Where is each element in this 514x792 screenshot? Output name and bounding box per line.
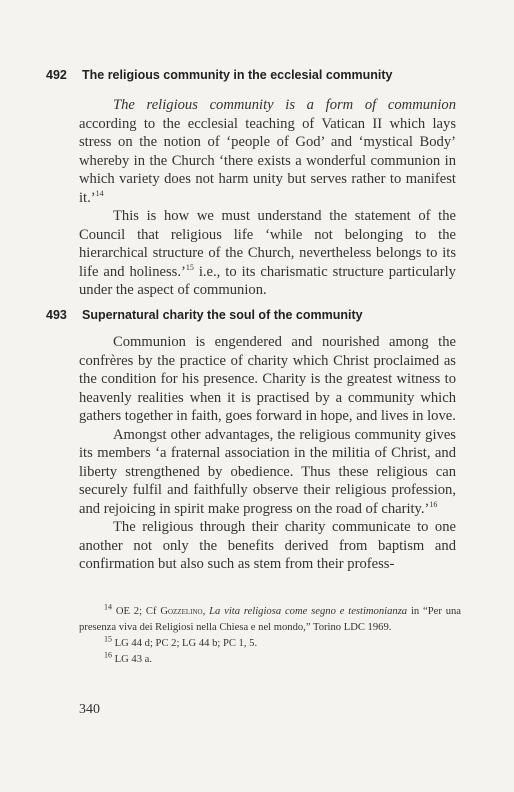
footnote: [79, 604, 461, 636]
footnote-ref: 14: [95, 188, 104, 198]
paragraph: [79, 96, 456, 207]
section-title: Supernatural charity the soul of the community: [82, 308, 363, 322]
footnote-text: OE 2; Cf: [115, 606, 161, 617]
paragraph-text: i.e., to its charismatic structure particularly under the aspect of communion.: [79, 263, 456, 298]
section-number: 492: [46, 68, 67, 82]
footnote: [79, 652, 461, 668]
footnotes: [79, 604, 461, 668]
section-heading-493: [46, 308, 363, 322]
section-title: The religious community in the ecclesial community: [82, 68, 393, 82]
footnote-mark: 16: [104, 650, 112, 660]
paragraph: The religious through their charity communicate to one another not only the benefits derived from baptism and confirmation but also such as stem from their profess-: [79, 519, 456, 572]
footnote-ref: 16: [429, 499, 438, 509]
section-body-493: [79, 333, 456, 574]
footnote-mark: 15: [104, 634, 112, 644]
paragraph-text: according to the ecclesial teaching of Vatican II which lays stress on the notion of ‘people of God’ and ‘mystical Body’ whereby in the Church ‘there exists a wonderful communion in which variety does not harm unity but serves rather to manifest it.’: [79, 115, 456, 206]
footnote: [79, 636, 461, 652]
footnote-mark: 14: [104, 602, 112, 612]
footnote-title: La vita religiosa come segno e testimonianza: [209, 606, 408, 617]
footnote-author: Gozzelino: [160, 606, 203, 617]
footnote-ref: 15: [185, 262, 194, 272]
italic-phrase: The religious community is a form of communion: [113, 97, 456, 113]
section-number: 493: [46, 308, 67, 322]
paragraph-text: This is how we must understand the statement of the Council that religious life ‘while not belonging to the hierarchical structure of the Church, nevertheless belongs to its life and holiness.’: [79, 208, 456, 280]
paragraph: Communion is engendered and nourished among the confrères by the practice of charity which Christ proclaimed as the condition for his presence. Charity is the greatest witness to heavenly realities when it is practised by a community which gathers together in faith, goes forward in hope, and lives in love.: [79, 334, 456, 424]
footnote-text: LG 43 a.: [114, 654, 153, 665]
paragraph: [79, 207, 456, 300]
paragraph: [79, 426, 456, 519]
section-heading-492: [46, 68, 393, 82]
page-number: 340: [79, 702, 100, 717]
footnote-text: ,: [202, 606, 210, 617]
section-body-492: [79, 96, 456, 300]
paragraph-text: Amongst other advantages, the religious community gives its members ‘a fraternal association in the militia of Christ, and liberty strengthened by obedience. Thus these religious can securely fulfil and faithfully observe their religious profession, and rejoicing in spirit make progress on the road of charity.’: [79, 426, 456, 517]
footnote-text: LG 44 d; PC 2; LG 44 b; PC 1, 5.: [114, 638, 258, 649]
footnote-text: in “Per una presenza viva dei Religiosi nella Chiesa e nel mondo,” Torino LDC 1969.: [79, 606, 461, 633]
